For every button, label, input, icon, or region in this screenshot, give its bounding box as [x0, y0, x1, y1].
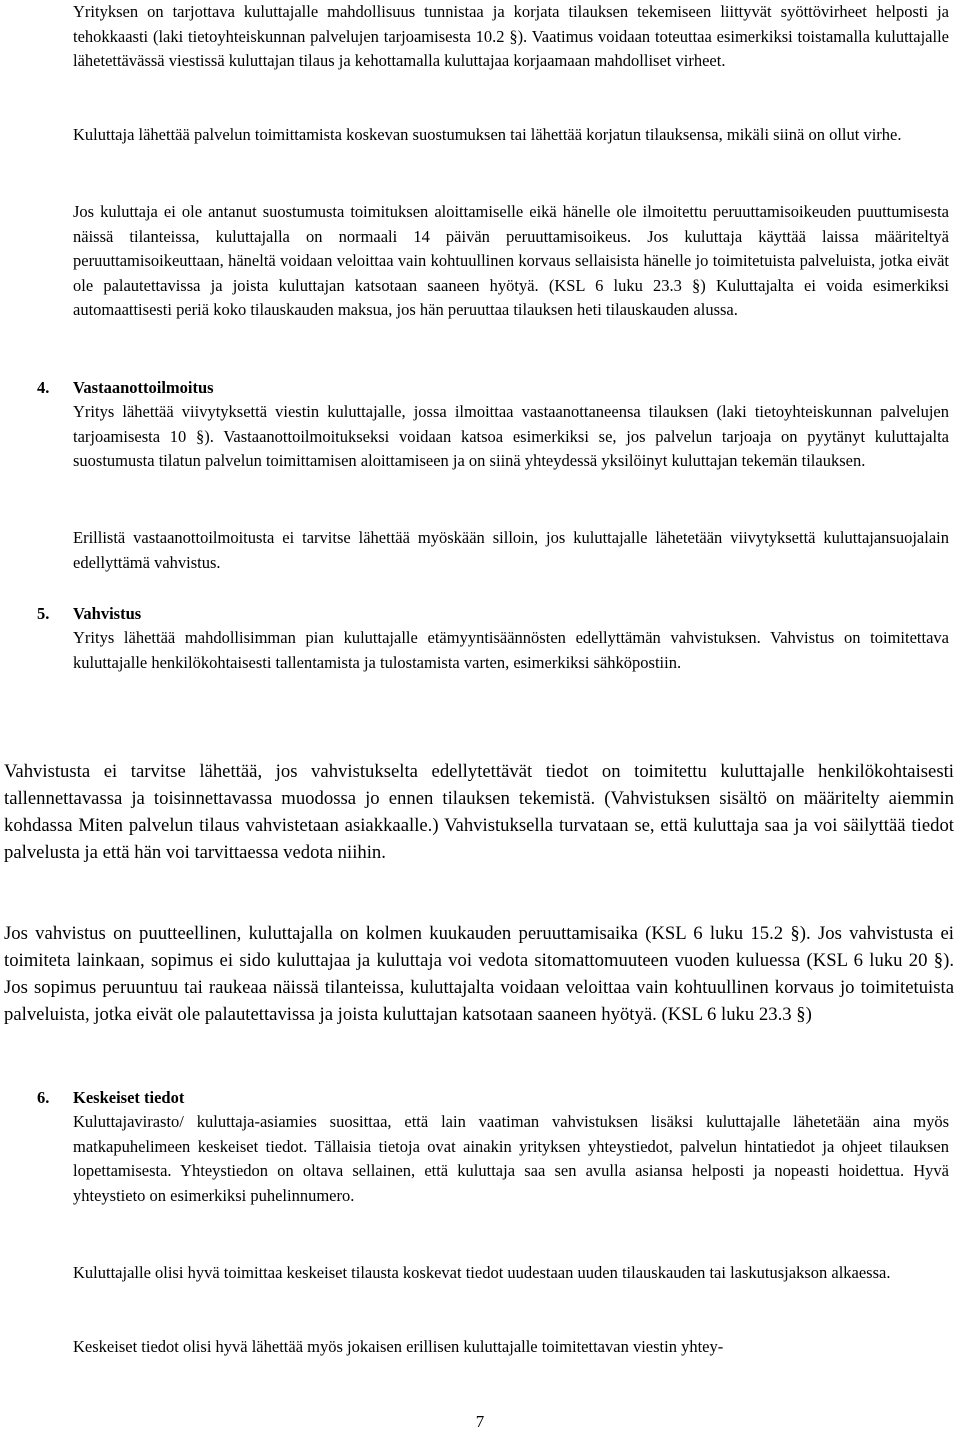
section-6-number: 6. — [37, 1088, 50, 1107]
paragraph-confirmation-exemption: Vahvistusta ei tarvitse lähettää, jos vahvistukselta edellytettävät tiedot on toimitettu kuluttajalle henkilökohtaisesti tallennettavassa ja toisinnettavassa muodossa jo ennen tilauksen tekemistä. (Vahvistuksen sisältö on määritelty aiemmin kohdassa Miten palvelun tilaus vahvistetaan asiakkaalle.) Vahvistuksella turvataan se, että kuluttaja saa ja voi säilyttää tiedot palvelusta ja että hän voi tarvittaessa vedota niihin. — [4, 761, 954, 863]
section-4-paragraph: Yritys lähettää viivytyksettä viestin kuluttajalle, jossa ilmoittaa vastaanottaneensa tilauksen (laki tietoyhteiskunnan palvelujen tarjoamisesta 10 §). Vastaanottoilmoitukseksi voidaan katsoa esimerkiksi se, jos palvelun tarjoaja on pyytänyt kuluttajalta suostumusta tilatun palvelun toimittamisen aloittamiseen ja on siinä yhteydessä yksilöinyt kuluttajan tekemän tilauksen. — [73, 402, 949, 470]
paragraph-incomplete-confirmation: Jos vahvistus on puutteellinen, kuluttajalla on kolmen kuukauden peruuttamisaika (KSL 6 luku 15.2 §). Jos vahvistusta ei toimiteta lainkaan, sopimus ei sido kuluttajaa ja kuluttaja voi vedota sitomattomuuteen vuoden kuluessa (KSL 6 luku 20 §). Jos sopimus peruuntuu tai raukeaa näissä tilanteissa, kuluttajalta voidaan veloittaa vain kohtuullinen korvaus jo toimitetuista palveluista, jotka eivät ole palautettavissa ja joista kuluttajan katsotaan saaneen hyötyä. (KSL 6 luku 23.3 §) — [4, 923, 954, 1025]
paragraph-withdrawal-right: Jos kuluttaja ei ole antanut suostumusta toimituksen aloittamiselle eikä hänelle ole ilmoitettu peruuttamisoikeuden puuttumisesta näissä tilanteissa, kuluttajalla on normaali 14 päivän peruuttamisoikeus. Jos kuluttaja käyttää laissa määriteltyä peruuttamisoikeuttaan, häneltä voidaan veloittaa vain kohtuullinen korvaus sellaisista hänelle jo toimitetuista palveluista, jotka eivät ole palautettavissa ja joista kuluttajan katsotaan saaneen hyötyä. (KSL 6 luku 23.3 §) Kuluttajalta ei voida esimerkiksi automaattisesti periä koko tilauskauden maksua, jos hän peruuttaa tilauksen heti tilauskauden alussa. — [73, 202, 949, 319]
section-5-paragraph: Yritys lähettää mahdollisimman pian kuluttajalle etämyyntisäännösten edellyttämän vahvistuksen. Vahvistus on toimitettava kuluttajalle henkilökohtaisesti tallentamista ja tulostamista varten, esimerkiksi sähköpostiin. — [73, 628, 949, 672]
section-6-title: Keskeiset tiedot — [73, 1088, 185, 1107]
section-4-number: 4. — [37, 378, 50, 397]
section-6-paragraph: Kuluttajavirasto/ kuluttaja-asiamies suosittaa, että lain vaatiman vahvistuksen lisäksi kuluttajalle lähetetään aina myös matkapuhelimeen keskeiset tiedot. Tällaisia tietoja ovat ainakin yrityksen yhteystiedot, palvelun hintatiedot ja ohjeet tilauksen lopettamisesta. Yhteystiedon on oltava sellainen, että kuluttaja saa sen avulla asiansa helposti ja nopeasti hoidettua. Hyvä yhteystieto on esimerkiksi puhelinnumero. — [73, 1112, 949, 1205]
section-6-paragraph: Keskeiset tiedot olisi hyvä lähettää myös jokaisen erillisen kuluttajalle toimitettavan viestin yhtey- — [73, 1337, 724, 1356]
section-4-title: Vastaanottoilmoitus — [73, 378, 214, 397]
paragraph-input-error-correction: Yrityksen on tarjottava kuluttajalle mahdollisuus tunnistaa ja korjata tilauksen tekemiseen liittyvät syöttövirheet helposti ja tehokkaasti (laki tietoyhteiskunnan palvelujen tarjoamisesta 10.2 §). Vaatimus voidaan toteuttaa esimerkiksi toistamalla kuluttajalle lähetettävässä viestissä kuluttajan tilaus ja kehottamalla kuluttajaa korjaamaan mahdolliset virheet. — [73, 2, 949, 70]
section-6-paragraph: Kuluttajalle olisi hyvä toimittaa keskeiset tilausta koskevat tiedot uudestaan uuden tilauskauden tai laskutusjakson alkaessa. — [73, 1263, 891, 1282]
section-5-number: 5. — [37, 604, 50, 623]
page-number: 7 — [475, 1412, 485, 1431]
paragraph-consent: Kuluttaja lähettää palvelun toimittamista koskevan suostumuksen tai lähettää korjatun tilauksensa, mikäli siinä on ollut virhe. — [73, 125, 902, 144]
section-4-paragraph: Erillistä vastaanottoilmoitusta ei tarvitse lähettää myöskään silloin, jos kuluttajalle lähetetään viivytyksettä kuluttajansuojalain edellyttämä vahvistus. — [73, 528, 949, 572]
section-5-title: Vahvistus — [73, 604, 142, 623]
